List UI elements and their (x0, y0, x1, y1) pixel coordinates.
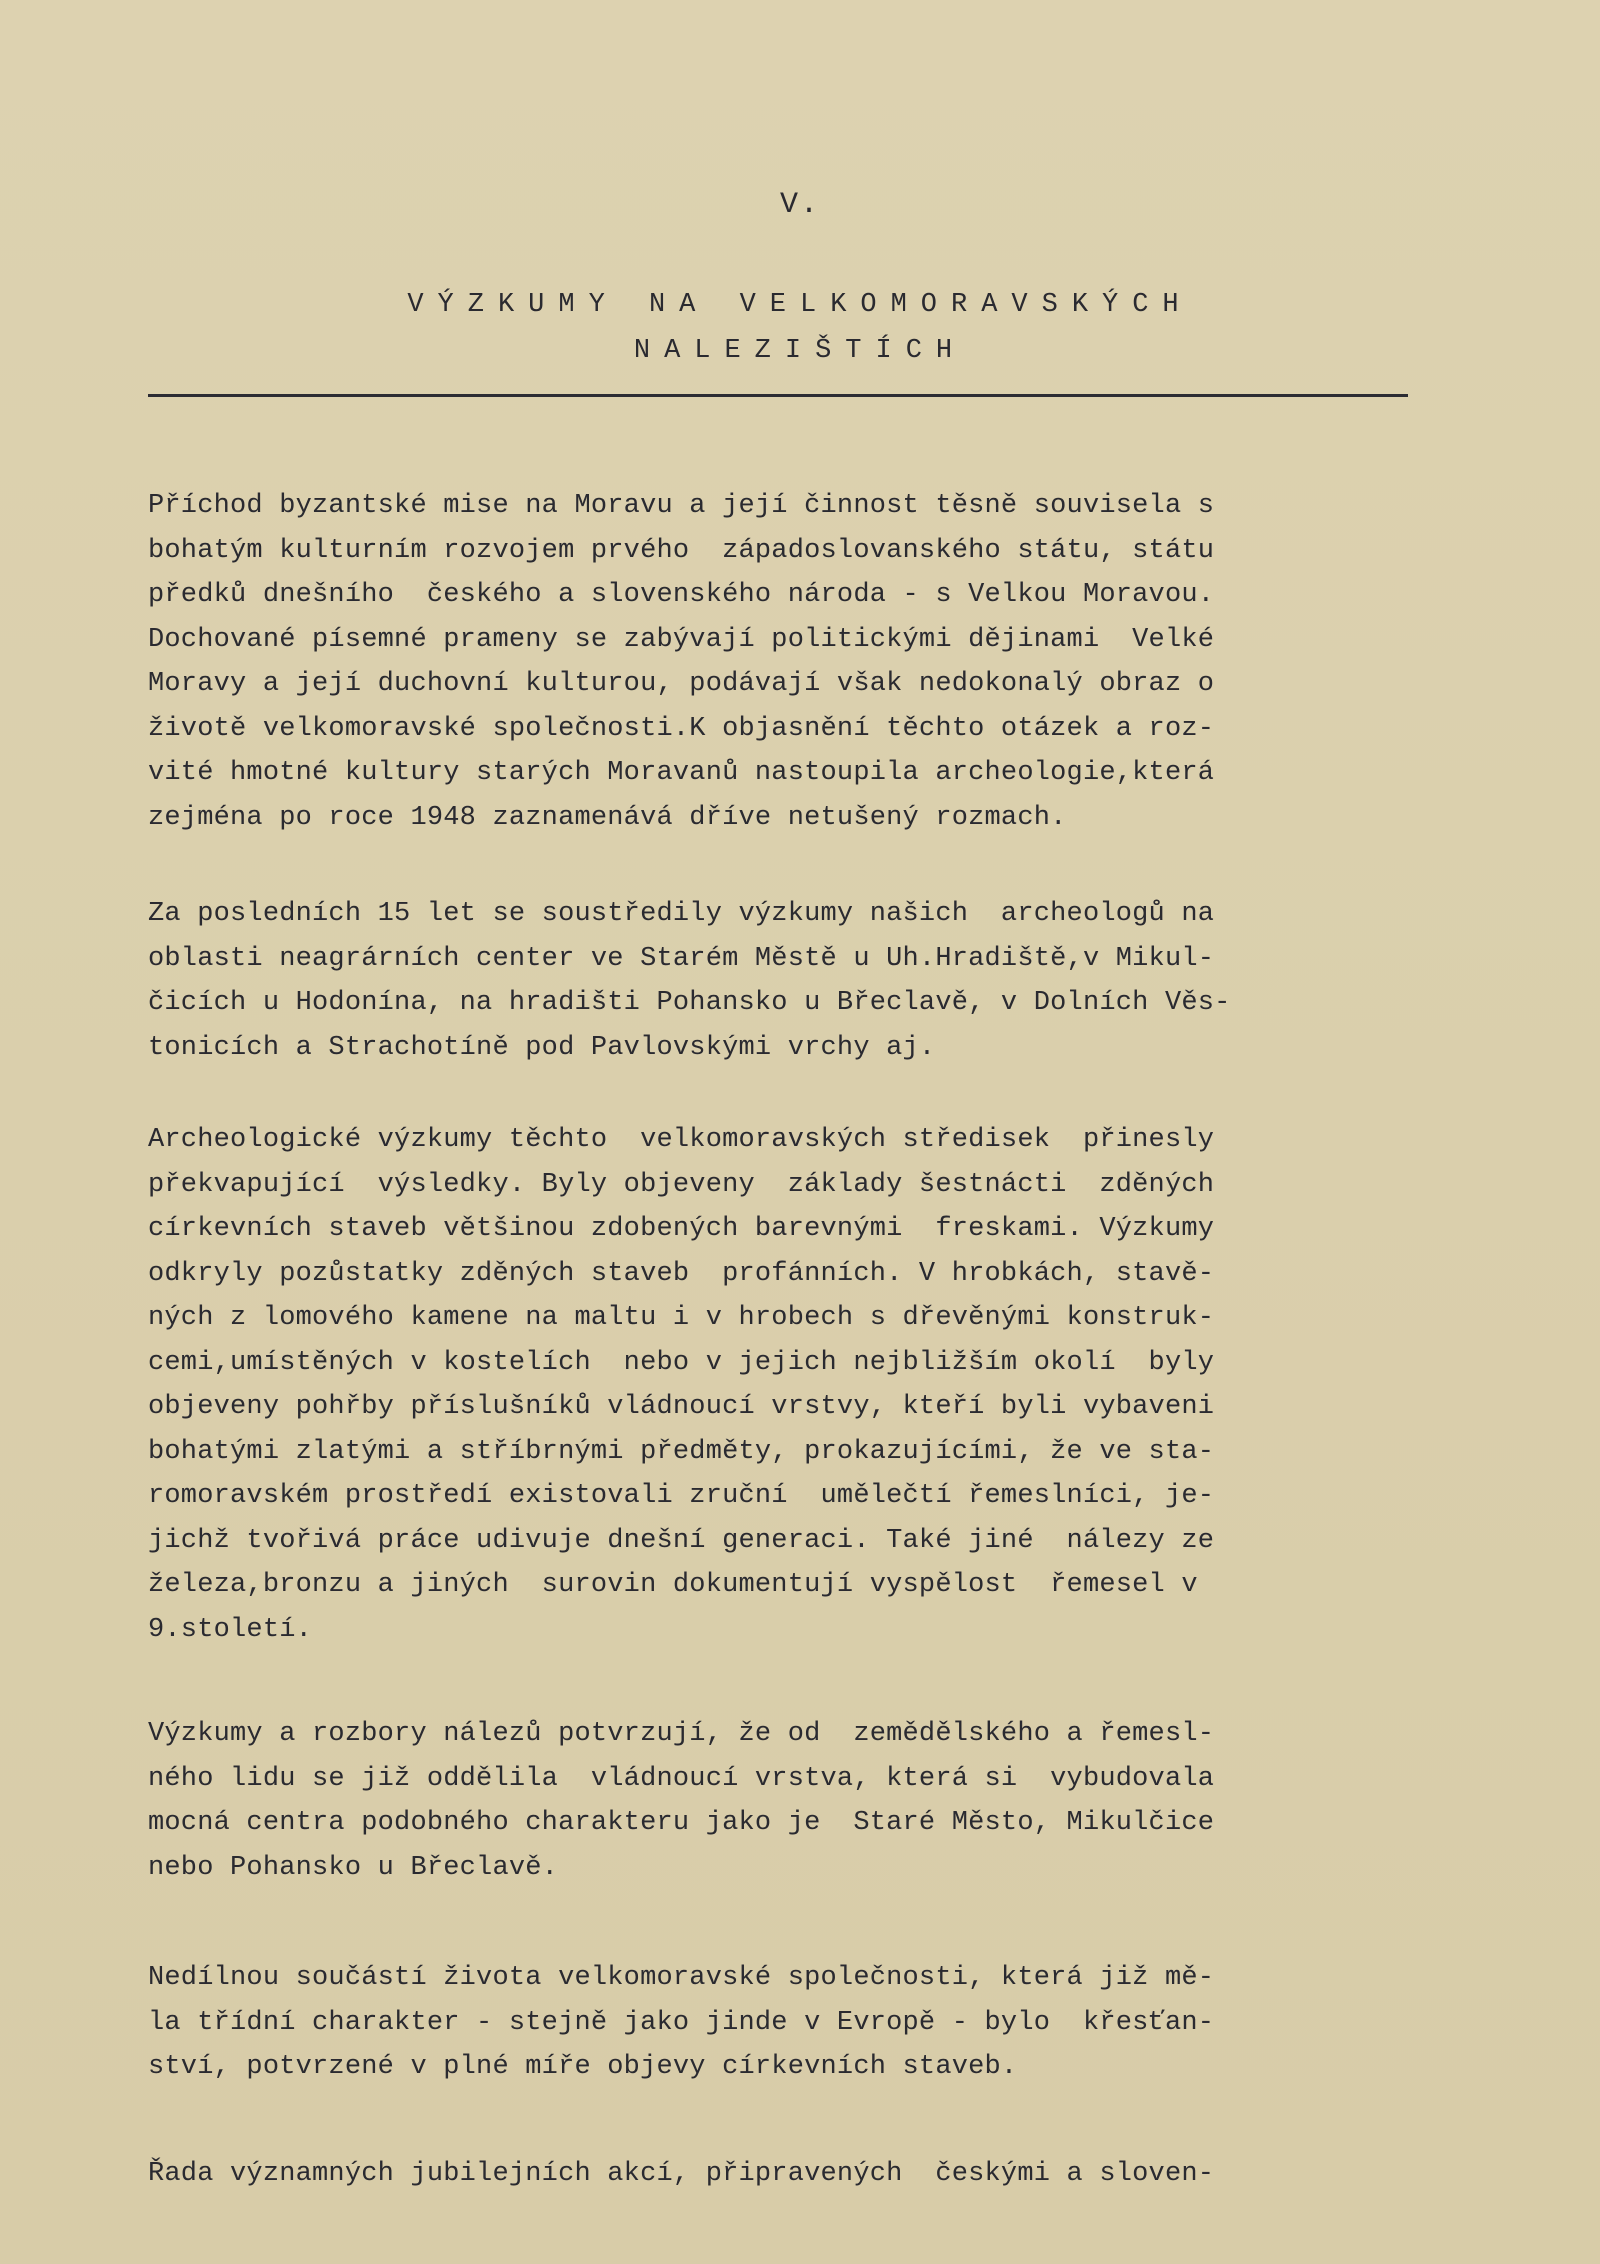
text-line: Archeologické výzkumy těchto velkomoravských středisek přinesly (148, 1125, 1215, 1155)
text-line: Nedílnou součástí života velkomoravské společnosti, která již mě- (148, 1963, 1215, 1993)
text-line: Moravy a její duchovní kulturou, podávají však nedokonalý obraz o (148, 669, 1215, 699)
text-line: tonicích a Strachotíně pod Pavlovskými vrchy aj. (148, 1032, 936, 1063)
paragraph (148, 2152, 1410, 2197)
paragraph (148, 1712, 1410, 1890)
text-line: ství, potvrzené v plné míře objevy církevních staveb. (148, 2052, 1018, 2082)
paragraph (148, 892, 1410, 1070)
text-line: objeveny pohřby příslušníků vládnoucí vrstvy, kteří byli vybaveni (148, 1392, 1215, 1422)
text-line: Dochované písemné prameny se zabývají politickými dějinami Velké (148, 624, 1215, 655)
text-line: bohatými zlatými a stříbrnými předměty, prokazujícími, že ve sta- (148, 1436, 1215, 1467)
text-line: odkryly pozůstatky zděných staveb profánních. V hrobkách, stavě- (148, 1258, 1215, 1289)
text-line: zejména po roce 1948 zaznamenává dříve netušený rozmach. (148, 802, 1067, 833)
text-line: železa,bronzu a jiných surovin dokumentují vyspělost řemesel v (148, 1570, 1198, 1600)
chapter-number: V. (779, 188, 820, 222)
text-line: Za posledních 15 let se soustředily výzkumy našich archeologů na (148, 899, 1215, 929)
body-text (148, 484, 1410, 2248)
text-line: předků dnešního českého a slovenského národa - s Velkou Moravou. (148, 580, 1215, 610)
chapter-title-line-2: NALEZIŠTÍCH (633, 336, 967, 366)
text-line: mocná centra podobného charakteru jako je Staré Město, Mikulčice (148, 1808, 1215, 1838)
text-line: překvapující výsledky. Byly objeveny základy šestnácti zděných (148, 1169, 1215, 1200)
text-line: cemi,umístěných v kostelích nebo v jejich nejbližším okolí byly (148, 1347, 1215, 1378)
title-divider (148, 394, 1408, 397)
text-line: vité hmotné kultury starých Moravanů nastoupila archeologie,která (148, 758, 1215, 788)
text-line: nebo Pohansko u Břeclavě. (148, 1852, 559, 1883)
paragraph (148, 1118, 1410, 1652)
text-line: bohatým kulturním rozvojem prvého západoslovanského státu, státu (148, 535, 1215, 566)
text-line: Řada významných jubilejních akcí, připravených českými a sloven- (148, 2158, 1215, 2189)
text-line: oblasti neagrárních center ve Starém Městě u Uh.Hradiště,v Mikul- (148, 943, 1215, 974)
text-line: Příchod byzantské mise na Moravu a její činnost těsně souvisela s (148, 491, 1215, 521)
text-line: romoravském prostředí existovali zruční umělečtí řemeslníci, je- (148, 1481, 1215, 1511)
text-line: čicích u Hodonína, na hradišti Pohansko u Břeclavě, v Dolních Věs- (148, 988, 1231, 1018)
paragraph (148, 1956, 1410, 2090)
text-line: životě velkomoravské společnosti.K objasnění těchto otázek a roz- (148, 713, 1215, 744)
chapter-title-line-1: VÝZKUMY NA VELKOMORAVSKÝCH (407, 290, 1193, 320)
paragraph (148, 484, 1410, 840)
text-line: ného lidu se již oddělila vládnoucí vrstva, která si vybudovala (148, 1763, 1215, 1794)
text-line: Výzkumy a rozbory nálezů potvrzují, že od zemědělského a řemesl- (148, 1719, 1215, 1749)
text-line: ných z lomového kamene na maltu i v hrobech s dřevěnými konstruk- (148, 1303, 1215, 1333)
text-line: 9.století. (148, 1614, 313, 1645)
text-line: jichž tvořivá práce udivuje dnešní generaci. Také jiné nálezy ze (148, 1525, 1215, 1556)
text-line: církevních staveb většinou zdobených barevnými freskami. Výzkumy (148, 1214, 1215, 1244)
text-line: la třídní charakter - stejně jako jinde v Evropě - bylo křesťan- (148, 2007, 1215, 2038)
